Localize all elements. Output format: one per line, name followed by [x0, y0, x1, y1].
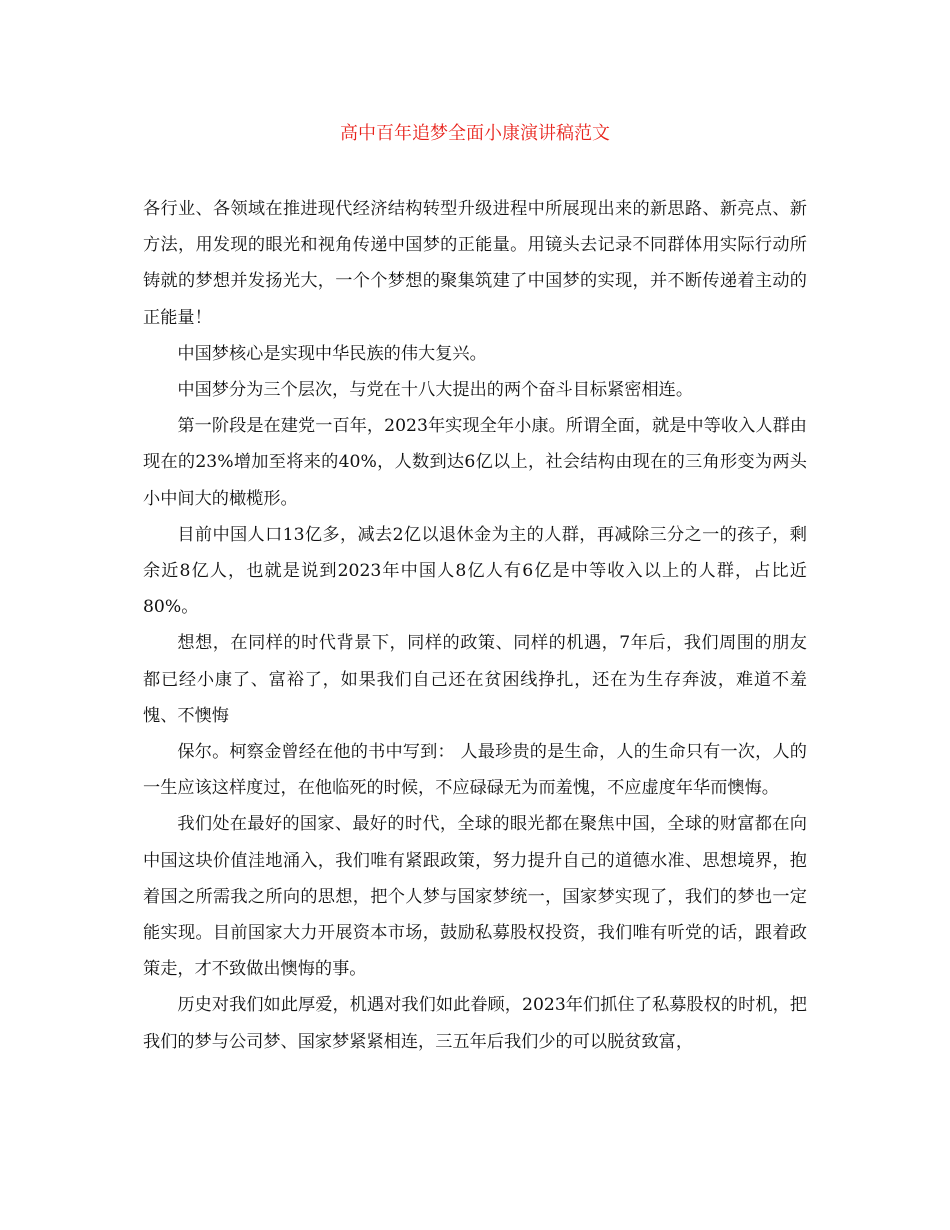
paragraph-3: 中国梦分为三个层次，与党在十八大提出的两个奋斗目标紧密相连。: [177, 380, 694, 401]
paragraph-5: 目前中国人口13亿多，减去2亿以退休金为主的人群，再减除三分之一的孩子，剩余近8亿人，也就是说到2023年中国人8亿人有6亿是中等收入以上的人群，占比近80%。: [143, 524, 807, 618]
paragraph-6: 想想，在同样的时代背景下，同样的政策、同样的机遇，7年后，我们周围的朋友都已经小康了、富裕了，如果我们自己还在贫困线挣扎，还在为生存奔波，难道不羞愧、不懊悔: [143, 633, 807, 726]
paragraph-2: 中国梦核心是实现中华民族的伟大复兴。: [177, 343, 487, 364]
document-title: 高中百年追梦全面小康演讲稿范文: [340, 123, 610, 144]
paragraph-7: 保尔。柯察金曾经在他的书中写到： 人最珍贵的是生命，人的生命只有一次，人的一生应该这样度过，在他临死的时候，不应碌碌无为而羞愧，不应虚度年华而懊悔。: [143, 742, 807, 799]
document-body: [143, 191, 807, 1060]
paragraph-9: 历史对我们如此厚爱，机遇对我们如此眷顾，2023年们抓住了私募股权的时机，把我们的梦与公司梦、国家梦紧紧相连，三五年后我们少的可以脱贫致富，: [143, 995, 807, 1052]
paragraph-8: 我们处在最好的国家、最好的时代，全球的眼光都在聚焦中国，全球的财富都在向中国这块价值洼地涌入，我们唯有紧跟政策，努力提升自己的道德水准、思想境界，抱着国之所需我之所向的思想，把个人梦与国家梦统一，国家梦实现了，我们的梦也一定能实现。目前国家大力开展资本市场，鼓励私募股权投资，我们唯有听党的话，跟着政策走，才不致做出懊悔的事。: [143, 814, 807, 980]
paragraph-1: 各行业、各领域在推进现代经济结构转型升级进程中所展现出来的新思路、新亮点、新方法，用发现的眼光和视角传递中国梦的正能量。用镜头去记录不同群体用实际行动所铸就的梦想并发扬光大，一个个梦想的聚集筑建了中国梦的实现，并不断传递着主动的正能量！: [143, 199, 807, 328]
paragraph-4: 第一阶段是在建党一百年，2023年实现全年小康。所谓全面，就是中等收入人群由现在的23%增加至将来的40%，人数到达6亿以上，社会结构由现在的三角形变为两头小中间大的橄榄形。: [143, 416, 807, 509]
